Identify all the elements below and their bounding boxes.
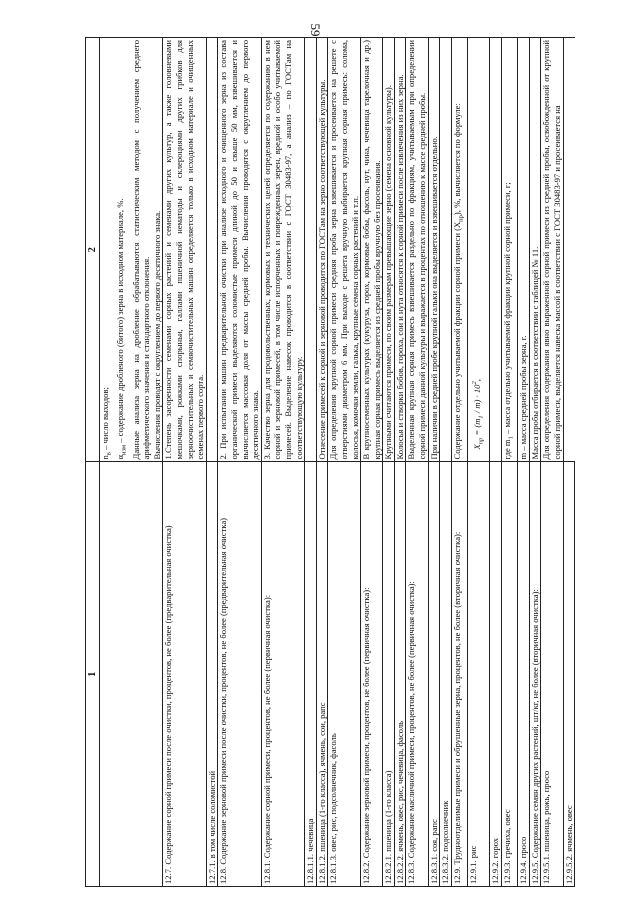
row-parameter-cell: 12.9.2. горох	[490, 462, 502, 887]
row-parameter-cell: 12.9.4. просо	[518, 462, 530, 887]
table-row	[383, 38, 395, 887]
table-row	[440, 38, 452, 887]
row-method-cell: $X_{пр} = (m_1 / m) \cdot 10^2$,	[468, 38, 490, 463]
row-method-cell: Содержание отдельно учитываемой фракции сорной примеси $(X_{пр})$, %, вычисляется по формуле:	[451, 38, 467, 463]
preamble-line: Вычисления проводят с округлением до первого десятичного знака.	[151, 210, 162, 460]
row-parameter-cell: 12.9.3. гречиха, овес	[501, 462, 517, 887]
row-method-cell: Для определения крупной сорной примеси средняя проба зерна взвешивается и просеивается на решете с отверстиями диаметром 6 мм. При выходе с решета вручную выбирается крупная сорная примесь: солома, колосья, комочки земли, галька, крупные семена сорных растений и т.п.	[328, 38, 361, 463]
spec-table	[85, 37, 575, 887]
row-parameter-cell: 12.8.1.3. овес, рис, подсолнечник, фасоль	[328, 462, 361, 887]
row-parameter-cell: 12.8.1.2. пшеница (1-го класса), ячмень, сои, рапс	[316, 462, 328, 887]
table-row	[428, 38, 440, 887]
table-row	[394, 38, 406, 887]
row-method-cell	[440, 38, 452, 463]
table-row	[261, 38, 304, 887]
table-row	[305, 38, 317, 887]
row-method-cell: m – масса средней пробы зерна, г.	[518, 38, 530, 463]
row-parameter-cell: 12.8.1.1. чечевица	[305, 462, 317, 887]
row-parameter-cell: 12.9.1. рис	[468, 462, 490, 887]
table-row	[490, 38, 502, 887]
row-method-cell: 3. Качество зерна для продовольственных, кормовых и технических целей определяется по содержанию в нем сорной и зерновой примесей, в том числе испорченных и поврежденных зерен, вредной и особо учитываемой примесей. Выделение навесок проводится в соответствии с ГОСТ 30483-97, а анализ – по ГОСТам на соответствующую культуру.	[261, 38, 304, 463]
row-parameter-cell: 12.8. Содержание зерновой примеси после очистки, процентов, не более (предварительная очистка)	[218, 462, 261, 887]
page-number: 59	[308, 23, 323, 37]
table-row	[163, 38, 206, 887]
row-method-cell: 1.Степень засоренности семенами сорных растений и семенами других культур, а также головневыми мешочками, рожками спорыньи, галлами пшеничной нематоды и склероциями других грибков для зерноочистительных и семяочистительных машин определяется только в исходном материале и очищенных семенах первого сорта.	[163, 38, 206, 463]
table-row	[518, 38, 530, 887]
preamble-cell	[100, 38, 163, 463]
table-row	[316, 38, 328, 887]
row-parameter-cell: 12.8.3.1. соя, рапс	[428, 462, 440, 887]
table-row	[406, 38, 428, 887]
row-method-cell	[305, 38, 317, 463]
table-row	[218, 38, 261, 887]
row-parameter-cell: 12.8.3. Содержание масличной примеси, процентов, не более (первичная очистка):	[406, 462, 428, 887]
row-method-cell: Крупными считаются примеси, по своим размерам превышающие зерно (семена основной культуры).	[383, 38, 395, 463]
row-parameter-cell: 12.7. Содержание сорной примеси после очистки, процентов, не более (предварительная очистка)	[163, 462, 206, 887]
row-method-cell: Колосья и створки бобов, гороха, сои и нута относятся к сорной примеси после извлечения из них зерна.	[394, 38, 406, 463]
table-body	[100, 38, 575, 887]
row-parameter-cell: 12.9.5.1. пшеница, рожь, просо	[541, 462, 563, 887]
row-method-cell: Для определения содержания явно выраженной сорной примеси из средней пробы, освобожденной от крупной сорной примеси, выделяется навеска массой в соответствии с ГОСТ 30483-97 и просеивается на	[541, 38, 563, 463]
rotated-page	[85, 37, 575, 887]
table-row	[361, 38, 383, 887]
row-method-cell: Выделенная крупная сорная примесь взвешивается раздельно по фракциям, учитываемым при определении сорной примеси данной культуры и выражается в процентах по отношению к массе средней пробы.	[406, 38, 428, 463]
row-method-cell: Масса пробы отбирается в соответствии с таблицей № 11.	[529, 38, 541, 463]
row-parameter-cell: 12.8.1. Содержание сорной примеси, процентов, не более (первичная очистка):	[261, 462, 304, 887]
table-row	[206, 38, 218, 887]
row-parameter-cell: 12.8.3.2. подсолнечник	[440, 462, 452, 887]
row-method-cell: где $m_1$ – масса отдельно учитываемой фракции крупной сорной примеси, г;	[501, 38, 517, 463]
table-row	[541, 38, 563, 887]
row-method-cell: В крупносеменных культурах (кукуруза, горох, кормовые бобы, фасоль, нут, чина, чечевица тарелочная и др.) крупная сорная примесь выделяется из средней пробы вручную без просеивания.	[361, 38, 383, 463]
row-method-cell	[490, 38, 502, 463]
row-parameter-cell: 12.8.2.1. пшеница (1-го класса)	[383, 462, 395, 887]
row-method-cell	[206, 38, 218, 463]
row-parameter-cell: 12.9. Трудноотделимые примеси и обрушенные зерна, процентов, не более (вторичная очистка):	[451, 462, 467, 887]
row-parameter-cell: 12.8.2. Содержание зерновой примеси, процентов, не более (первичная очистка):	[361, 462, 383, 887]
header-col-1: 1	[86, 462, 100, 887]
row-method-cell: Отнесение примесей к сорной и зерновой проводится по ГОСТам на зерно соответствующей культуры.	[316, 38, 328, 463]
row-parameter-cell: 12.7.1. в том числе соломистой	[206, 462, 218, 887]
row-method-cell: 2. При испытании машин предварительной очистки при анализе исходного и очищенного зерна из состава органической примеси выделяются соломистые примеси длиной до 50 и свыше 50 мм, взвешивается и вычисляется массовая доля от массы средней пробы. Вычисления проводятся с округлением до первого десятичного знака.	[218, 38, 261, 463]
table-row	[328, 38, 361, 887]
preamble-line: $\alpha_{изм}$ – содержание дробленого (битого) зерна в исходном материале, %.	[115, 198, 129, 460]
table-row	[451, 38, 467, 887]
table-row	[468, 38, 490, 887]
table-header-row	[86, 38, 100, 887]
header-col-2: 2	[86, 38, 100, 463]
row-parameter-cell: 12.9.5.2. ячмень, овес	[563, 462, 575, 887]
preamble-row	[100, 38, 163, 887]
preamble-left-cell	[100, 462, 163, 887]
preamble-line: Данные анализа зерна на дробление обрабатываются статистическим методом с получением среднего арифметического значения и стандартного отклонения.	[130, 40, 152, 460]
row-method-cell: При наличии в средней пробе крупной гальки она выделяется и взвешивается отдельно.	[428, 38, 440, 463]
row-method-cell	[563, 38, 575, 463]
row-parameter-cell: 12.8.2.2. ячмень, овес, рис, чечевица, фасоль	[394, 462, 406, 887]
table-row	[563, 38, 575, 887]
preamble-line: $n_в$ – число выходов;	[100, 387, 113, 460]
table-row	[529, 38, 541, 887]
table-row	[501, 38, 517, 887]
row-parameter-cell: 12.9.5. Содержание семян других растений, шт/кг, не более (вторичная очистка):	[529, 462, 541, 887]
